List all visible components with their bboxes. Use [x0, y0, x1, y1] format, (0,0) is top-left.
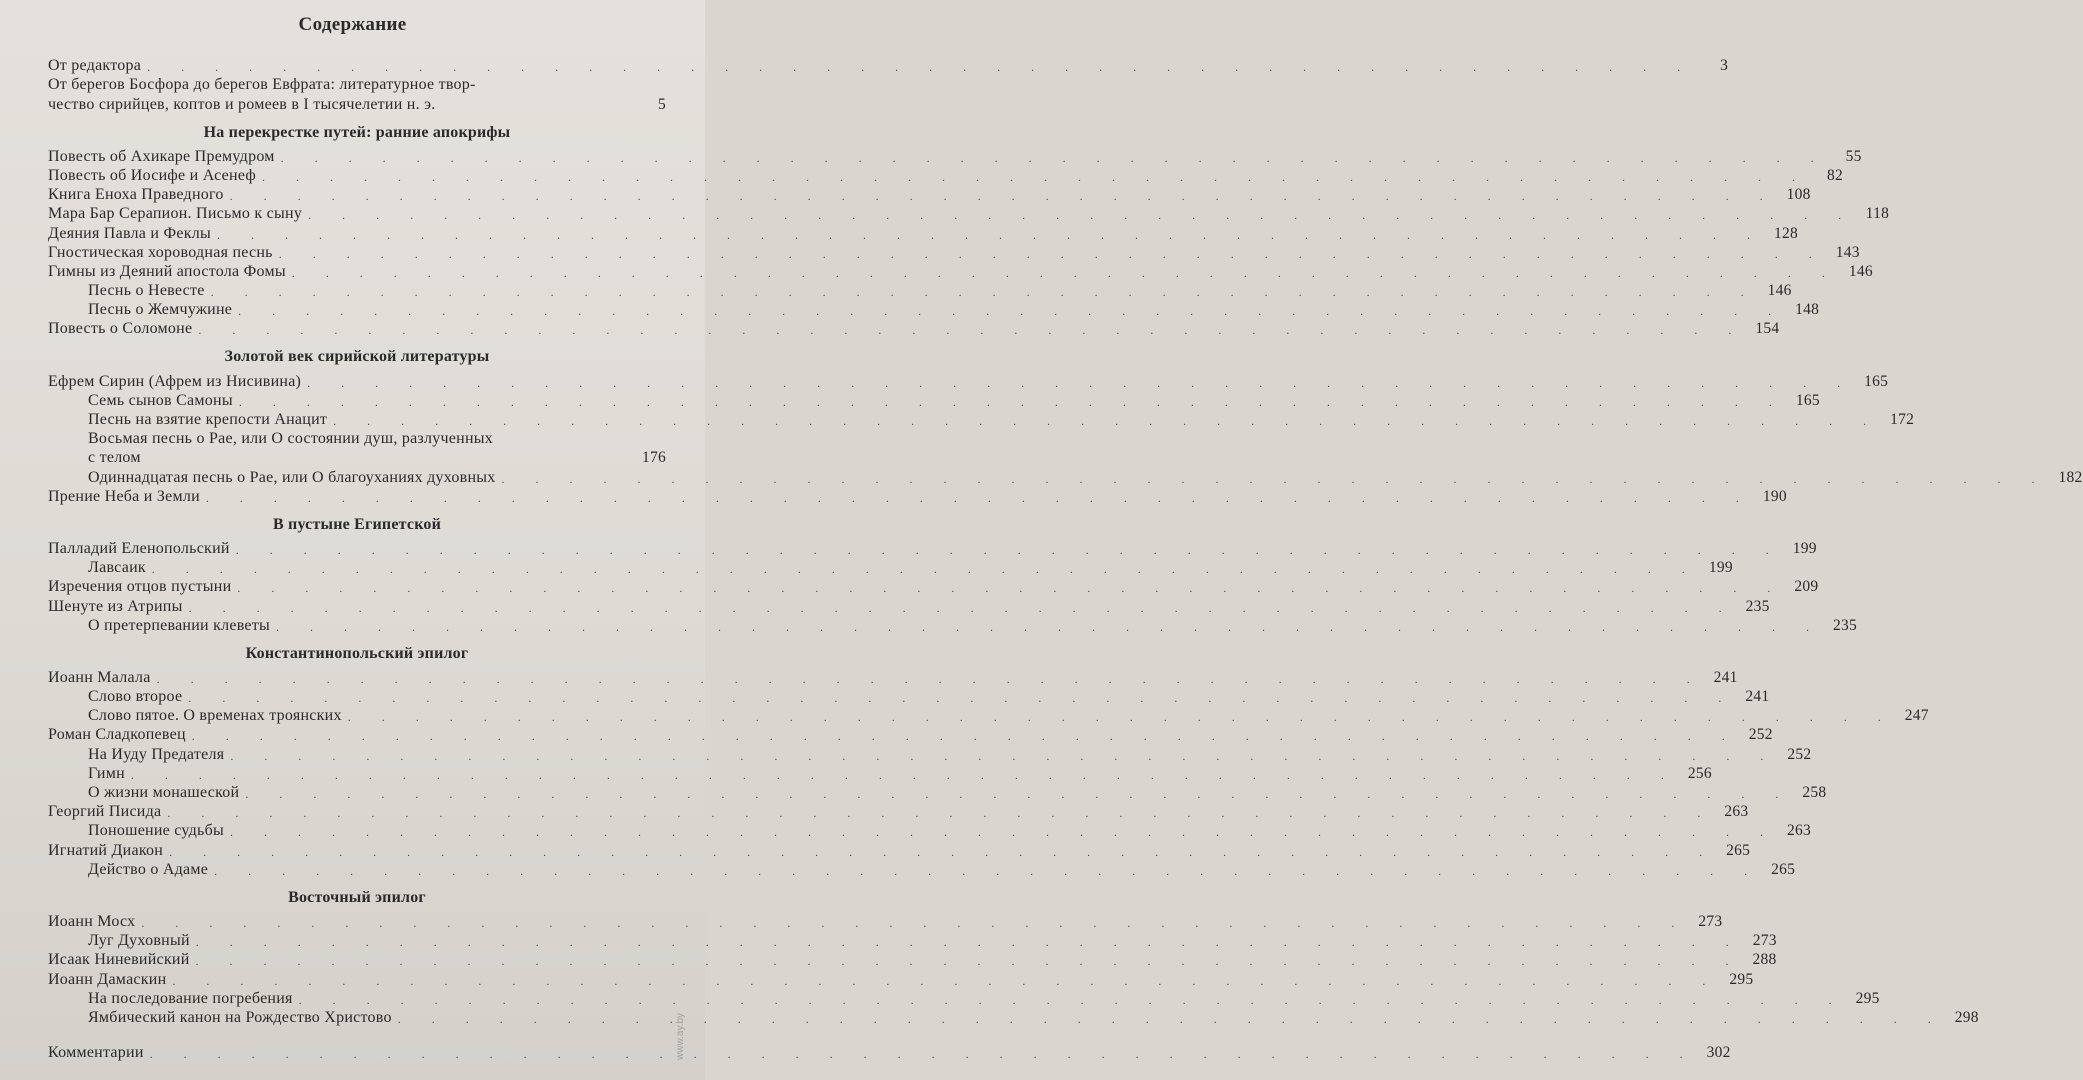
toc-entry-title: Луг Духовный	[88, 932, 190, 950]
toc-entry	[48, 166, 1843, 185]
toc-entry	[48, 1008, 1979, 1027]
leader-dots: . . . . . . . . . . . . . . . . . . . . . . . . . . . . . . . . . . . . . . . . . . . . . .	[238, 304, 1786, 319]
toc-entry-page: 252	[1787, 745, 1812, 763]
toc-entry	[48, 912, 1723, 931]
section-heading: Золотой век сирийской литературы	[224, 348, 490, 366]
toc-entry-title: Комментарии	[48, 1044, 144, 1062]
toc-entry-page: 55	[1845, 147, 1862, 165]
leader-dots: . . . . . . . . . . . . . . . . . . . . . . . . . . . . . . . . . . . . . . . . . . . . . .	[198, 323, 1746, 338]
toc-entry	[48, 539, 1817, 558]
toc-entry-title: Палладий Еленопольский	[48, 539, 230, 557]
toc-entry-page: 263	[1724, 803, 1749, 821]
toc-entry	[48, 147, 1862, 166]
toc-entry	[48, 410, 1915, 429]
toc-entry	[48, 802, 1749, 821]
toc-entry-title: Гимны из Деяний апостола Фомы	[48, 262, 286, 280]
toc-entry-page: 199	[1708, 559, 1733, 577]
toc-entry	[48, 185, 1811, 204]
toc-entry-title: Исаак Ниневийский	[48, 951, 190, 969]
leader-dots: . . . . . . . . . . . . . . . . . . . . . . . . . . . . . . . . . . . . . . . . . . . . . .	[347, 710, 1895, 725]
leader-dots: . . . . . . . . . . . . . . . . . . . . . . . . . . . . . . . . . . . . . . . . . . . . . .	[167, 806, 1715, 821]
toc-entry-title: На последование погребения	[88, 989, 293, 1007]
toc-entry-page: 3	[1720, 57, 1729, 75]
toc-entry	[48, 204, 1890, 223]
toc-entry	[48, 56, 1729, 75]
watermark: www.ay.by	[675, 1012, 686, 1060]
toc-entry	[48, 764, 1712, 783]
leader-dots: . . . . . . . . . . . . . . . . . . . . . . . . . . . . . . . . . . . . . . . . . . . . . .	[156, 671, 1704, 686]
toc-entry-page: 5	[658, 95, 666, 113]
leader-dots: . . . . . . . . . . . . . . . . . . . . . . . . . . . . . . . . . . . . . . . . . . . . . .	[229, 189, 1777, 204]
leader-dots: . . . . . . . . . . . . . . . . . . . . . . . . . . . . . . . . . . . . . . . . . . . . . .	[308, 208, 1856, 223]
toc-entry-title: Слово пятое. О временах троянских	[88, 707, 342, 725]
leader-dots: . . . . . . . . . . . . . . . . . . . . . . . . . . . . . . . . . . . . . . . . . . . . . .	[501, 471, 2049, 486]
toc-entry-line	[48, 429, 666, 448]
toc-entry	[48, 558, 1733, 577]
toc-entry-page: 273	[1698, 912, 1723, 930]
leader-dots: . . . . . . . . . . . . . . . . . . . . . . . . . . . . . . . . . . . . . . . . . . . . . .	[230, 748, 1778, 763]
toc-entry	[48, 931, 1777, 950]
toc-entry	[48, 487, 1787, 506]
leader-dots: . . . . . . . . . . . . . . . . . . . . . . . . . . . . . . . . . . . . . . . . . . . . . .	[195, 954, 1743, 969]
toc-entry-page: 118	[1865, 205, 1890, 223]
toc-entry	[48, 300, 1820, 319]
toc-entry-title: Лавсаик	[88, 559, 146, 577]
leader-dots: . . . . . . . . . . . . . . . . . . . . . . . . . . . . . . . . . . . . . . . . . . . . . .	[214, 863, 1762, 878]
toc-entry-page: 146	[1767, 282, 1792, 300]
leader-dots: . . . . . . . . . . . . . . . . . . . . . . . . . . . . . . . . . . . . . . . . . . . . . .	[147, 60, 1695, 75]
toc-entry-title: Песнь о Жемчужине	[88, 301, 233, 319]
toc-entry	[48, 596, 1770, 615]
toc-entry-page: 235	[1745, 597, 1770, 615]
leader-dots: . . . . . . . . . . . . . . . . . . . . . . . . . . . . . . . . . . . . . . . . . . . . . .	[245, 787, 1793, 801]
section-heading: Восточный эпилог	[288, 888, 426, 906]
toc-entry-title: Ефрем Сирин (Афрем из Нисивина)	[48, 372, 302, 390]
toc-entry	[48, 706, 1929, 725]
toc-entry-page: 154	[1755, 320, 1780, 338]
leader-dots: . . . . . . . . . . . . . . . . . . . . . . . . . . . . . . . . . . . . . . . . . . . . . .	[276, 619, 1824, 634]
toc-entry	[48, 840, 1751, 859]
leader-dots: . . . . . . . . . . . . . . . . . . . . . . . . . . . . . . . . . . . . . . . . . . . . . .	[188, 691, 1736, 706]
leader-dots: . . . . . . . . . . . . . . . . . . . . . . . . . . . . . . . . . . . . . . . . . . . . . .	[141, 915, 1689, 930]
toc-entry-title: О жизни монашеской	[88, 784, 240, 801]
toc-entry-title: Игнатий Диакон	[48, 841, 164, 859]
toc-entry-page: 165	[1795, 391, 1820, 409]
toc-entry-page: 295	[1855, 989, 1880, 1007]
toc-entry-page: 128	[1773, 224, 1798, 242]
toc-entry	[48, 668, 1738, 687]
toc-entry	[48, 1043, 1731, 1062]
toc-entry-page: 295	[1729, 970, 1754, 988]
toc-entry-title: Действо о Адаме	[88, 860, 209, 878]
toc-entry-page: 241	[1713, 668, 1738, 686]
section-heading: Константинопольский эпилог	[245, 644, 469, 662]
toc-entry-title: с телом	[88, 449, 141, 467]
leader-dots: . . . . . . . . . . . . . . . . . . . . . . . . . . . . . . . . . . . . . . . . . . . . . .	[191, 729, 1739, 744]
toc-entry	[48, 371, 1889, 390]
toc-entry	[48, 319, 1780, 338]
toc-entry-page: 172	[1890, 411, 1915, 428]
toc-entry-title: От редактора	[48, 57, 142, 75]
leader-dots: . . . . . . . . . . . . . . . . . . . . . . . . . . . . . . . . . . . . . . . . . . . . . .	[307, 375, 1855, 390]
toc-entry-title: Прение Неба и Земли	[48, 487, 200, 505]
leader-dots: . . . . . . . . . . . . . . . . . . . . . . . . . . . . . . . . . . . . . . . . . . . . . .	[205, 490, 1753, 505]
leader-dots: . . . . . . . . . . . . . . . . . . . . . . . . . . . . . . . . . . . . . . . . . . . . . .	[333, 414, 1881, 428]
leader-dots: . . . . . . . . . . . . . . . . . . . . . . . . . . . . . . . . . . . . . . . . . . . . . .	[238, 394, 1786, 409]
toc-entry	[48, 687, 1770, 706]
toc-entry-page: 235	[1833, 616, 1858, 634]
leader-dots: . . . . . . . . . . . . . . . . . . . . . . . . . . . . . . . . . . . . . . . . . . . . . .	[229, 825, 1777, 840]
leader-dots: . . . . . . . . . . . . . . . . . . . . . . . . . . . . . . . . . . . . . . . . . . . . . .	[169, 844, 1717, 859]
toc-entry-page: 146	[1848, 262, 1873, 280]
toc-entry	[48, 821, 1811, 840]
toc-entry-title: Слово второе	[88, 688, 183, 706]
toc-entry	[48, 577, 1819, 596]
toc-entry-title: Роман Сладкопевец	[48, 726, 186, 744]
leader-dots: . . . . . . . . . . . . . . . . . . . . . . . . . . . . . . . . . . . . . . . . . . . . . .	[130, 767, 1678, 782]
leader-dots: . . . . . . . . . . . . . . . . . . . . . . . . . . . . . . . . . . . . . . . . . . . . . .	[235, 542, 1783, 557]
toc-entry-title: На Иуду Предателя	[88, 745, 225, 763]
toc-entry-page: 252	[1748, 726, 1773, 744]
toc-entry	[48, 989, 1880, 1008]
page-title: Содержание	[298, 14, 407, 35]
leader-dots: . . . . . . . . . . . . . . . . . . . . . . . . . . . . . . . . . . . . . . . . . . . . . .	[397, 1011, 1945, 1026]
toc-entry	[48, 725, 1773, 744]
toc-entry	[48, 860, 1796, 879]
toc-entry-title: Повесть об Ахикаре Премудром	[48, 147, 275, 165]
toc-entry-title: О претерпевании клеветы	[88, 616, 271, 634]
toc-entry-title: Песнь о Невесте	[88, 282, 205, 300]
leader-dots: . . . . . . . . . . . . . . . . . . . . . . . . . . . . . . . . . . . . . . . . . . . . . .	[172, 973, 1720, 988]
toc-entry-title: Семь сынов Самоны	[88, 391, 233, 409]
toc-entry-page: 265	[1726, 841, 1751, 859]
toc-entry-title: Иоанн Малала	[48, 668, 151, 686]
toc-entry-page: 165	[1864, 372, 1889, 390]
toc-entry-line	[48, 75, 666, 94]
leader-dots: . . . . . . . . . . . . . . . . . . . . . . . . . . . . . . . . . . . . . . . . . . . . . .	[210, 285, 1758, 300]
toc-entry-page: 263	[1786, 822, 1811, 840]
toc-entry-page: 148	[1795, 301, 1820, 319]
leader-dots: . . . . . . . . . . . . . . . . . . . . . . . . . . . . . . . . . . . . . . . . . . . . . .	[280, 150, 1828, 165]
toc-entry	[48, 429, 666, 467]
toc-entry-title: Георгий Писида	[48, 803, 162, 821]
toc-entry-title: Гимн	[88, 764, 125, 782]
toc-entry-title: От берегов Босфора до берегов Евфрата: литературное твор-	[48, 76, 476, 94]
toc-entry	[48, 616, 1858, 635]
leader-dots: . . . . . . . . . . . . . . . . . . . . . . . . . . . . . . . . . . . . . . . . . . . . . .	[237, 581, 1785, 596]
leader-dots: . . . . . . . . . . . . . . . . . . . . . . . . . . . . . . . . . . . . . . . . . . . . . .	[278, 246, 1826, 261]
toc-entry-title: Одиннадцатая песнь о Рае, или О благоуханиях духовных	[88, 468, 496, 486]
leader-dots: . . . . . . . . . . . . . . . . . . . . . . . . . . . . . . . . . . . . . . . . . . . . . .	[151, 562, 1699, 577]
toc-entry-page: 256	[1687, 764, 1712, 782]
leader-dots: . . . . . . . . . . . . . . . . . . . . . . . . . . . . . . . . . . . . . . . . . . . . . .	[298, 992, 1846, 1007]
toc-entry-line	[48, 448, 666, 467]
section-heading: На перекрестке путей: ранние апокрифы	[203, 123, 511, 141]
toc-entry-page: 258	[1802, 784, 1827, 801]
toc-entry	[48, 783, 1827, 802]
leader-dots: . . . . . . . . . . . . . . . . . . . . . . . . . . . . . . . . . . . . . . . . . . . . . .	[188, 600, 1736, 615]
toc-entry-title: Иоанн Мосх	[48, 912, 136, 930]
toc-entry-title: Гностическая хороводная песнь	[48, 243, 273, 261]
toc-entry-page: 288	[1752, 951, 1777, 969]
toc-entry-title: Деяния Павла и Феклы	[48, 224, 211, 242]
toc-entry-title: Иоанн Дамаскин	[48, 970, 167, 988]
toc-entry	[48, 262, 1873, 281]
toc-entry-page: 182	[2058, 468, 2083, 486]
toc-entry-page: 190	[1762, 487, 1787, 505]
toc-entry	[48, 744, 1812, 763]
toc-entry	[48, 243, 1860, 262]
toc-entry-page: 273	[1752, 932, 1777, 950]
leader-dots: . . . . . . . . . . . . . . . . . . . . . . . . . . . . . . . . . . . . . . . . . . . . . .	[261, 169, 1809, 184]
toc-entry-page: 199	[1792, 539, 1817, 557]
toc-entry-page: 108	[1786, 186, 1811, 204]
leader-dots: . . . . . . . . . . . . . . . . . . . . . . . . . . . . . . . . . . . . . . . . . . . . . .	[149, 1047, 1697, 1062]
toc-entry-title: Восьмая песнь о Рае, или О состоянии душ, разлученных	[88, 430, 493, 448]
toc-entry-page: 143	[1835, 243, 1860, 261]
toc-entry-title: Книга Еноха Праведного	[48, 186, 224, 204]
toc-entry-line	[48, 94, 666, 113]
toc-entry-page: 247	[1904, 707, 1929, 725]
toc-entry-page: 265	[1771, 860, 1796, 878]
toc-entry-title: Песнь на взятие крепости Анацит	[88, 411, 328, 428]
toc-entry	[48, 223, 1798, 242]
toc-entry	[48, 391, 1820, 410]
section-heading: В пустыне Египетской	[272, 515, 442, 533]
toc-entry-title: Повесть об Иосифе и Асенеф	[48, 166, 256, 184]
toc-entry-title: Изречения отцов пустыни	[48, 578, 232, 596]
toc-entry-page: 82	[1826, 166, 1843, 184]
toc-entry-title: чество сирийцев, коптов и ромеев в I тысячелетии н. э.	[48, 95, 436, 113]
toc-entry	[48, 969, 1754, 988]
toc-entry-title: Шенуте из Атрипы	[48, 597, 183, 615]
toc-entry-title: Повесть о Соломоне	[48, 320, 193, 338]
toc-entry-page: 302	[1706, 1044, 1731, 1062]
leader-dots: . . . . . . . . . . . . . . . . . . . . . . . . . . . . . . . . . . . . . . . . . . . . . .	[216, 227, 1764, 242]
toc-entry	[48, 281, 1792, 300]
toc-entry-title: Поношение судьбы	[88, 822, 224, 840]
toc-entry-page: 298	[1954, 1008, 1979, 1026]
spacer	[48, 1027, 666, 1043]
leader-dots: . . . . . . . . . . . . . . . . . . . . . . . . . . . . . . . . . . . . . . . . . . . . . .	[291, 265, 1839, 280]
toc-entry-page: 209	[1794, 578, 1819, 596]
toc-entry-title: Мара Бар Серапион. Письмо к сыну	[48, 205, 303, 223]
toc-entry-page: 241	[1745, 688, 1770, 706]
toc-entry	[48, 467, 2083, 486]
toc-entry-title: Ямбический канон на Рождество Христово	[88, 1008, 392, 1026]
leader-dots: . . . . . . . . . . . . . . . . . . . . . . . . . . . . . . . . . . . . . . . . . . . . . .	[195, 935, 1743, 950]
toc-entry	[48, 950, 1777, 969]
toc-entry-page: 176	[642, 449, 666, 467]
toc-entry	[48, 75, 666, 113]
